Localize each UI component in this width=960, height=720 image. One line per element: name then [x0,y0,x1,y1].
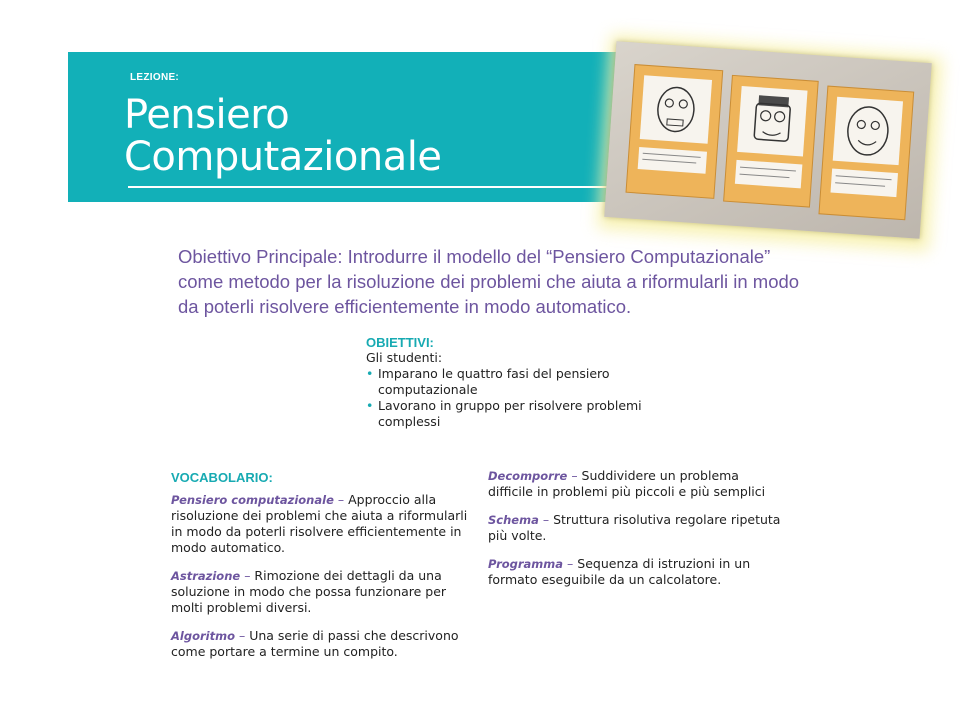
vocabulary-term: Schema [488,513,539,527]
activity-photo [604,41,932,239]
vocabulary-definition: Una serie di passi che descrivono come portare a termine un compito. [171,628,459,659]
vocabulary-definition: Struttura risolutiva regolare ripetuta più volte. [488,512,781,543]
title-underline [128,186,608,188]
bullet-icon: • [366,398,374,413]
goal-text: Imparano le quattro fasi del pensiero computazionale [378,366,610,397]
face-card-1 [626,65,723,199]
vocabulary-term: Pensiero computazionale [171,493,334,507]
vocabulary-entry [488,556,783,588]
vocabulary-column-left [171,492,471,672]
vocabulary-term: Programma [488,557,564,571]
goal-text: Lavorano in gruppo per risolvere problemi complessi [378,398,642,429]
lesson-label: LEZIONE: [130,72,180,83]
term-separator: – [244,568,251,583]
lesson-title [124,94,441,178]
vocabulary-definition: Rimozione dei dettagli da una soluzione in modo che possa funzionare per molti problemi diversi. [171,568,447,615]
goal-item [366,398,686,430]
face-card-3 [819,86,914,220]
face-card-2 [724,75,819,207]
vocabulary-definition: Sequenza di istruzioni in un formato eseguibile da un calcolatore. [488,556,751,587]
bullet-icon: • [366,366,374,381]
term-separator: – [567,556,574,571]
vocabulary-entry [171,568,471,616]
vocabulary-column-right [488,468,783,600]
vocabulary-term: Algoritmo [171,629,235,643]
term-separator: – [238,628,246,643]
photo-frame [604,41,932,239]
vocabulary-heading: VOCABOLARIO: [171,470,273,485]
vocabulary-entry [171,628,471,660]
vocabulary-definition: Suddividere un problema difficile in problemi più piccoli e più semplici [488,468,766,499]
vocabulary-term: Decomporre [488,469,568,483]
vocabulary-term: Astrazione [171,569,241,583]
goals-section [366,335,686,430]
goals-intro: Gli studenti: [366,350,443,365]
main-objective: Obiettivo Principale: Introdurre il modello del “Pensiero Computazionale” come metodo per la risoluzione dei problemi che aiuta a riformularli in modo da poterli risolvere efficientemente in modo automatico. [178,246,800,317]
term-separator: – [337,492,345,507]
goals-heading: OBIETTIVI: [366,335,434,350]
vocabulary-entry [488,512,783,544]
photo-illustration [604,41,932,239]
term-separator: – [571,468,578,483]
goal-item [366,366,686,398]
lesson-title-line1: Pensiero [124,92,290,138]
vocabulary-definition: Approccio alla risoluzione dei problemi che aiuta a riformularli in modo da poterli risolvere efficientemente in modo automatico. [171,492,468,555]
lesson-title-line2: Computazionale [124,134,442,180]
term-separator: – [542,512,550,527]
vocabulary-entry [171,492,471,556]
goals-list [366,366,686,430]
vocabulary-entry [488,468,783,500]
